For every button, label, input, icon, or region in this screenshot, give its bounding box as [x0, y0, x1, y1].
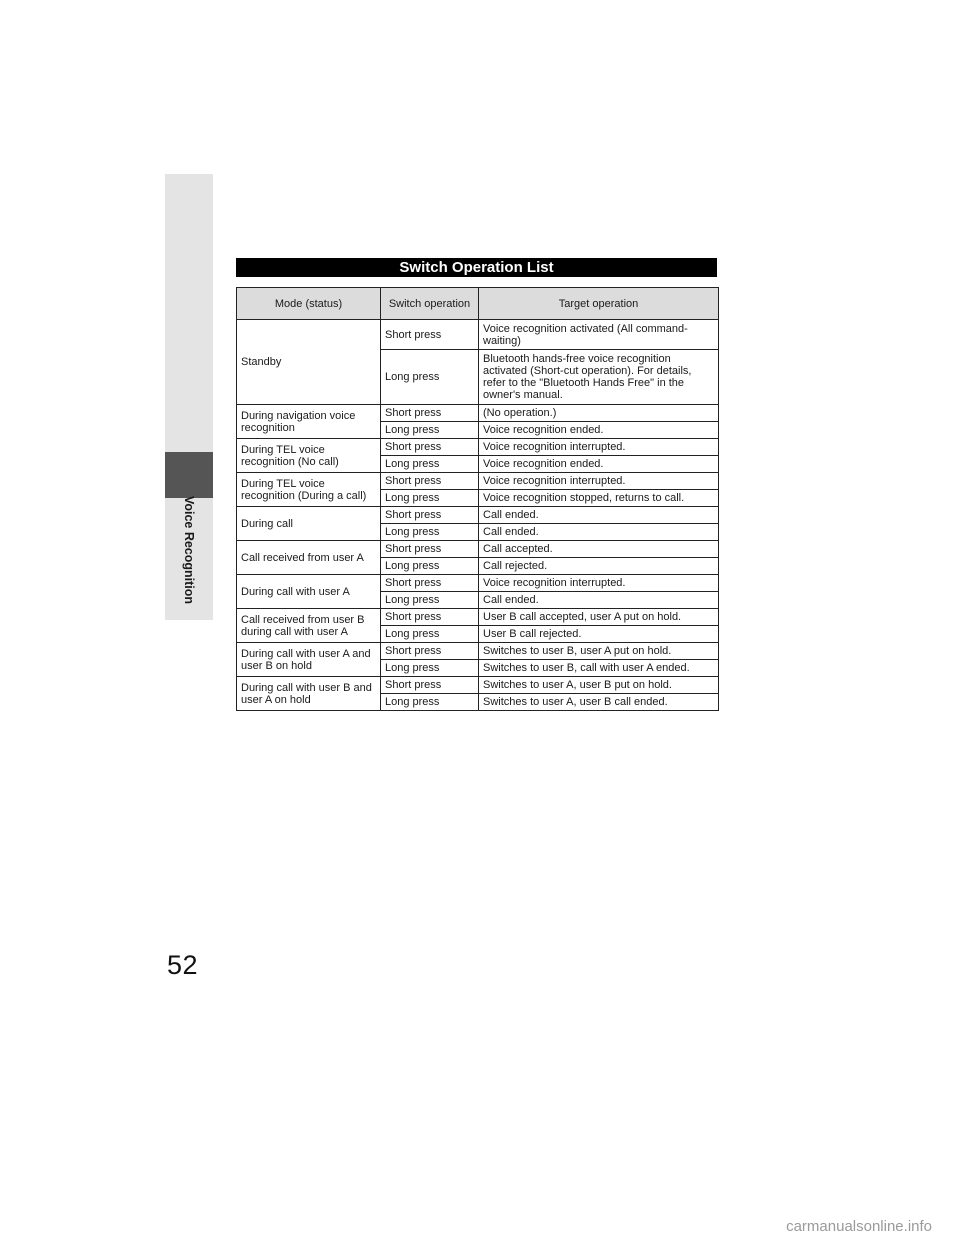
mode-cell: During call with user A: [237, 575, 381, 609]
target-cell: User B call rejected.: [479, 626, 719, 643]
header-switch: Switch operation: [381, 288, 479, 320]
target-cell: Call accepted.: [479, 541, 719, 558]
target-cell: Call ended.: [479, 524, 719, 541]
table-row: [237, 405, 719, 422]
switch-cell: Long press: [381, 456, 479, 473]
table-row: [237, 320, 719, 350]
header-target: Target operation: [479, 288, 719, 320]
section-side-label: Voice Recognition: [182, 495, 196, 605]
mode-cell: Call received from user A: [237, 541, 381, 575]
target-cell: Voice recognition stopped, returns to call.: [479, 490, 719, 507]
target-cell: Voice recognition ended.: [479, 422, 719, 439]
mode-cell: During call with user A and user B on hold: [237, 643, 381, 677]
table-row: [237, 541, 719, 558]
mode-cell: Standby: [237, 320, 381, 405]
section-tab-marker: [165, 452, 213, 498]
switch-cell: Short press: [381, 439, 479, 456]
switch-cell: Long press: [381, 592, 479, 609]
target-cell: Voice recognition interrupted.: [479, 575, 719, 592]
mode-cell: During TEL voice recognition (During a call): [237, 473, 381, 507]
page-number: 52: [167, 950, 199, 980]
mode-cell: During navigation voice recognition: [237, 405, 381, 439]
target-cell: Voice recognition activated (All command-waiting): [479, 320, 719, 350]
target-cell: Voice recognition interrupted.: [479, 473, 719, 490]
switch-cell: Long press: [381, 524, 479, 541]
switch-cell: Long press: [381, 626, 479, 643]
target-cell: Switches to user B, call with user A ended.: [479, 660, 719, 677]
mode-cell: During TEL voice recognition (No call): [237, 439, 381, 473]
table-row: [237, 575, 719, 592]
table-row: [237, 507, 719, 524]
mode-cell: During call: [237, 507, 381, 541]
switch-cell: Short press: [381, 473, 479, 490]
switch-cell: Short press: [381, 643, 479, 660]
table-row: [237, 643, 719, 660]
header-mode: Mode (status): [237, 288, 381, 320]
target-cell: Bluetooth hands-free voice recognition activated (Short-cut operation). For details, refer to the "Bluetooth Hands Free" in the owner's manual.: [479, 350, 719, 405]
watermark-text: carmanualsonline.info: [786, 1218, 932, 1235]
table-row: [237, 609, 719, 626]
switch-cell: Long press: [381, 490, 479, 507]
page-title: Switch Operation List: [236, 258, 717, 277]
switch-cell: Long press: [381, 350, 479, 405]
target-cell: Voice recognition interrupted.: [479, 439, 719, 456]
switch-cell: Long press: [381, 694, 479, 711]
target-cell: Switches to user A, user B call ended.: [479, 694, 719, 711]
switch-cell: Long press: [381, 660, 479, 677]
table-row: [237, 439, 719, 456]
mode-cell: During call with user B and user A on hold: [237, 677, 381, 711]
target-cell: (No operation.): [479, 405, 719, 422]
switch-cell: Short press: [381, 677, 479, 694]
switch-cell: Short press: [381, 507, 479, 524]
target-cell: Call ended.: [479, 592, 719, 609]
table-header-row: [237, 288, 719, 320]
switch-cell: Short press: [381, 320, 479, 350]
switch-cell: Short press: [381, 541, 479, 558]
target-cell: Call rejected.: [479, 558, 719, 575]
target-cell: Switches to user A, user B put on hold.: [479, 677, 719, 694]
table-row: [237, 677, 719, 694]
switch-cell: Long press: [381, 422, 479, 439]
target-cell: User B call accepted, user A put on hold.: [479, 609, 719, 626]
mode-cell: Call received from user B during call with user A: [237, 609, 381, 643]
table-row: [237, 473, 719, 490]
switch-operation-table: [236, 287, 719, 711]
target-cell: Call ended.: [479, 507, 719, 524]
switch-cell: Short press: [381, 405, 479, 422]
target-cell: Voice recognition ended.: [479, 456, 719, 473]
switch-cell: Long press: [381, 558, 479, 575]
switch-cell: Short press: [381, 609, 479, 626]
target-cell: Switches to user B, user A put on hold.: [479, 643, 719, 660]
switch-cell: Short press: [381, 575, 479, 592]
